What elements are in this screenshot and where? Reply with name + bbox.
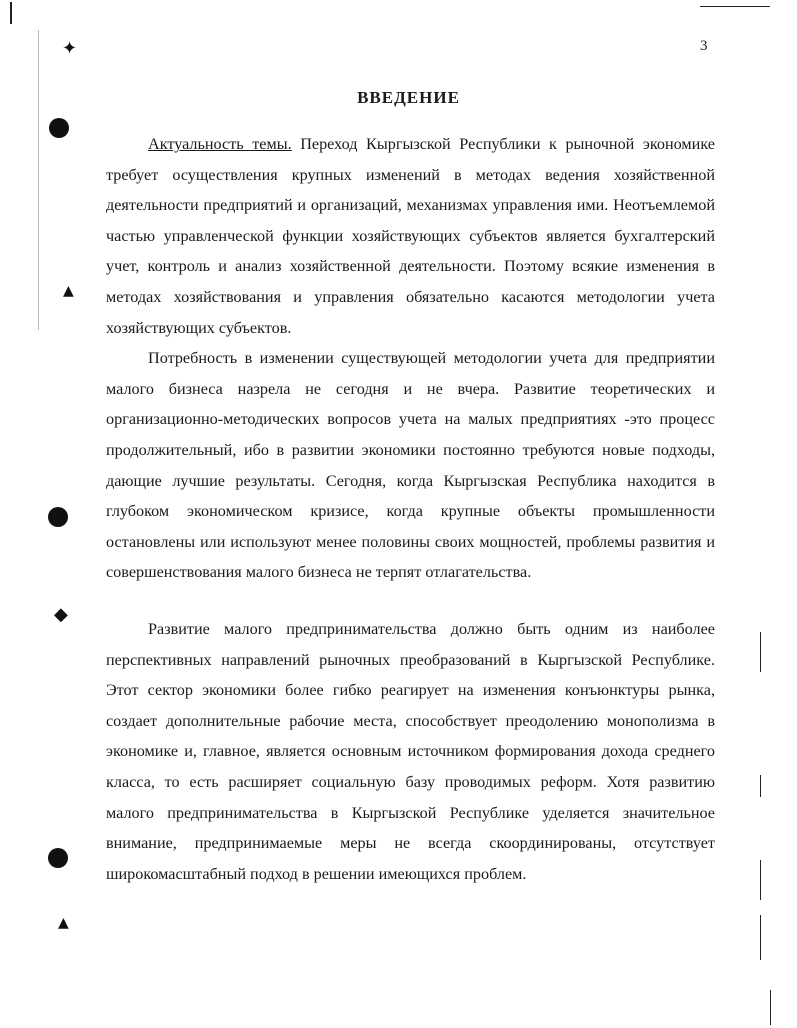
scan-mark-2: ▲ <box>63 283 74 299</box>
punch-hole-2 <box>48 507 68 527</box>
scan-edge-bottom-right <box>770 990 771 1025</box>
body-text <box>106 129 715 588</box>
page-number: 3 <box>700 38 708 54</box>
scan-mark-4: ▲ <box>58 915 69 931</box>
paragraph-1-lead: Актуальность темы. <box>148 135 292 153</box>
scan-edge-right-3 <box>760 860 761 900</box>
scan-edge-right-2 <box>760 775 761 797</box>
page-title: ВВЕДЕНИЕ <box>357 88 460 107</box>
paragraph-3: Развитие малого предпринимательства должно быть одним из наиболее перспективных направлений рыночных преобразований в Кыргызской Республике. Этот сектор экономики более гибко реагирует на изменения конъюнктуры рынка, создает дополнительные рабочие места, способствует преодолению монополизма в экономике и, главное, является основным источником формирования дохода среднего класса, то есть расширяет социальную базу проводимых реформ. Хотя развитию малого предпринимательства в Кыргызской Республике уделяется значительное внимание, предпринимаемые меры не всегда скоординированы, отсутствует широкомасштабный подход в решении имеющихся проблем. <box>106 620 715 883</box>
scan-edge-right-4 <box>760 915 761 960</box>
scan-mark-1: ✦ <box>62 38 78 59</box>
scan-mark-3: ◆ <box>54 604 68 625</box>
scan-edge-top <box>10 2 12 24</box>
scan-edge-left <box>38 30 39 330</box>
paragraph-1 <box>106 129 715 343</box>
punch-hole-3 <box>48 848 68 868</box>
scan-edge-right-1 <box>760 632 761 672</box>
punch-hole-1 <box>49 118 69 138</box>
scan-edge-top-right <box>700 6 770 7</box>
body-text-continued <box>106 614 715 889</box>
paragraph-1-text: Переход Кыргызской Республики к рыночной экономике требует осуществления крупных изменений в методах ведения хозяйственной деятельности предприятий и организаций, механизмах управления ими. Неотъемлемой частью управленческой функции хозяйствующих субъектов является бухгалтерский учет, контроль и анализ хозяйственной деятельности. Поэтому всякие изменения в методах хозяйствования и управления обязательно касаются методологии учета хозяйствующих субъектов. <box>106 135 715 337</box>
paragraph-2: Потребность в изменении существующей методологии учета для предприятии малого бизнеса назрела не сегодня и не вчера. Развитие теоретических и организационно-методических вопросов учета на малых предприятиях -это процесс продолжительный, ибо в развитии экономики постоянно требуются новые подходы, дающие лучшие результаты. Сегодня, когда Кыргызская Республика находится в глубоком экономическом кризисе, когда крупные объекты промышленности остановлены или используют менее половины своих мощностей, проблемы развития и совершенствования малого бизнеса не терпят отлагательства. <box>106 349 715 582</box>
